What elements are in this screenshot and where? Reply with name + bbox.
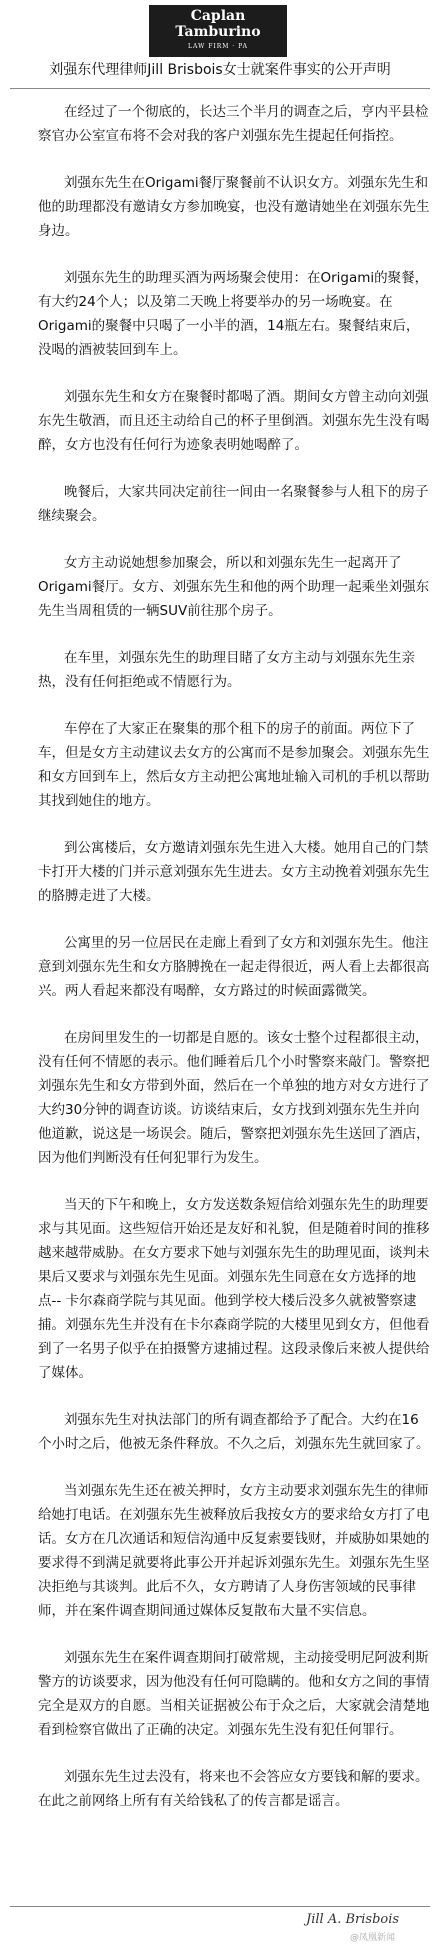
paragraph: 刘强东先生过去没有，将来也不会答应女方要钱和解的要求。在此之前网络上所有有关给钱私了的传言都是谣言。 xyxy=(38,1769,429,1809)
paragraph: 在经过了一个彻底的，长达三个半月的调查之后，亨内平县检察官办公室宣布将不会对我的客户刘强东先生提起任何指控。 xyxy=(38,104,429,144)
paragraph: 晚餐后，大家共同决定前往一间由一名聚餐参与人租下的房子继续聚会。 xyxy=(38,484,429,524)
paragraph: 刘强东先生的助理买酒为两场聚会使用：在Origami的聚餐，有大约24个人；以及第二天晚上将要举办的另一场晚宴。在Origami的聚餐中只喝了一小半的酒，14瓶左右。聚餐结束后，没喝的酒被装回到车上。 xyxy=(38,270,429,358)
paragraph: 刘强东先生在Origami餐厅聚餐前不认识女方。刘强东先生和他的助理都没有邀请女方参加晚宴，也没有邀请她坐在刘强东先生身边。 xyxy=(38,175,430,239)
paragraph: 在车里，刘强东先生的助理目睹了女方主动与刘强东先生亲热，没有任何拒绝或不情愿行为。 xyxy=(38,650,415,690)
paragraph: 刘强东先生在案件调查期间打破常规，主动接受明尼阿波利斯警方的访谈要求，因为他没有任何可隐瞒的。他和女方之间的事情完全是双方的自愿。当相关证据被公布于众之后，大家就会清楚地看到检察官做出了正确的决定。刘强东先生没有犯任何罪行。 xyxy=(38,1650,430,1738)
logo-line-1: Caplan xyxy=(190,8,246,24)
paragraph: 当天的下午和晚上，女方发送数条短信给刘强东先生的助理要求与其见面。这些短信开始还是友好和礼貌，但是随着时间的推移越来越带威胁。在女方要求下她与刘强东先生的助理见面，谈判未果后又要求与刘强东先生见面。刘强东先生同意在女方选择的地点-- 卡尔森商学院与其见面。他到学校大楼后没多久就被警察逮捕。刘强东先生并没有在卡尔森商学院的大楼里见到女方，但他看到了一名男子似乎在拍摄警方逮捕过程。这段录像后来被人提供给了媒体。 xyxy=(38,1197,430,1381)
paragraph: 在房间里发生的一切都是自愿的。该女士整个过程都很主动，没有任何不情愿的表示。他们睡着后几个小时警察来敲门。警察把刘强东先生和女方带到外面，然后在一个单独的地方对女方进行了大约30分钟的调查访谈。访谈结束后，女方找到刘强东先生并向他道歉，说这是一场误会。随后，警察把刘强东先生送回了酒店，因为他们判断没有任何犯罪行为发生。 xyxy=(38,1030,430,1166)
title-divider xyxy=(10,88,430,89)
statement-body xyxy=(38,100,430,1836)
statement-title: 刘强东代理律师Jill Brisbois女士就案件事实的公开声明 xyxy=(49,62,391,78)
signature: Jill A. Brisbois xyxy=(306,1912,400,1927)
logo-line-2: Tamburino xyxy=(175,24,261,40)
paragraph: 女方主动说她想参加聚会，所以和刘强东先生一起离开了Origami餐厅。女方、刘强东先生和他的两个助理一起乘坐刘强东先生当周租赁的一辆SUV前往那个房子。 xyxy=(38,555,430,619)
logo-line-3: LAW FIRM · PA xyxy=(188,43,248,50)
law-firm-logo xyxy=(149,5,287,57)
paragraph: 刘强东先生对执法部门的所有调查都给予了配合。大约在16个小时之后，他被无条件释放。不久之后，刘强东先生就回家了。 xyxy=(38,1412,430,1452)
paragraph: 公寓里的另一位居民在走廊上看到了女方和刘强东先生。他注意到刘强东先生和女方胳膊挽在一起走得很近，两人看上去都很高兴。两人看起来都没有喝醉，女方路过的时候面露微笑。 xyxy=(38,935,430,999)
paragraph: 车停在了大家正在聚集的那个租下的房子的前面。两位下了车，但是女方主动建议去女方的公寓而不是参加聚会。刘强东先生和女方回到车上，然后女方主动把公寓地址输入司机的手机以帮助其找到她住的地方。 xyxy=(38,721,430,809)
watermark: @凤凰新闻 xyxy=(350,1933,396,1943)
footer-divider xyxy=(10,1906,430,1907)
paragraph: 刘强东先生和女方在聚餐时都喝了酒。期间女方曾主动向刘强东先生敬酒，而且还主动给自己的杯子里倒酒。刘强东先生没有喝醉，女方也没有任何行为迹象表明她喝醉了。 xyxy=(38,389,430,453)
paragraph: 当刘强东先生还在被关押时，女方主动要求刘强东先生的律师给她打电话。在刘强东先生被释放后我按女方的要求给女方打了电话。女方在几次通话和短信沟通中反复索要钱财，并威胁如果她的要求得不到满足就要将此事公开并起诉刘强东先生。刘强东先生坚决拒绝与其谈判。此后不久，女方聘请了人身伤害领域的民事律师，并在案件调查期间通过媒体反复散布大量不实信息。 xyxy=(38,1483,430,1619)
paragraph: 到公寓楼后，女方邀请刘强东先生进入大楼。她用自己的门禁卡打开大楼的门并示意刘强东先生进去。女方主动挽着刘强东先生的胳膊走进了大楼。 xyxy=(38,840,430,904)
